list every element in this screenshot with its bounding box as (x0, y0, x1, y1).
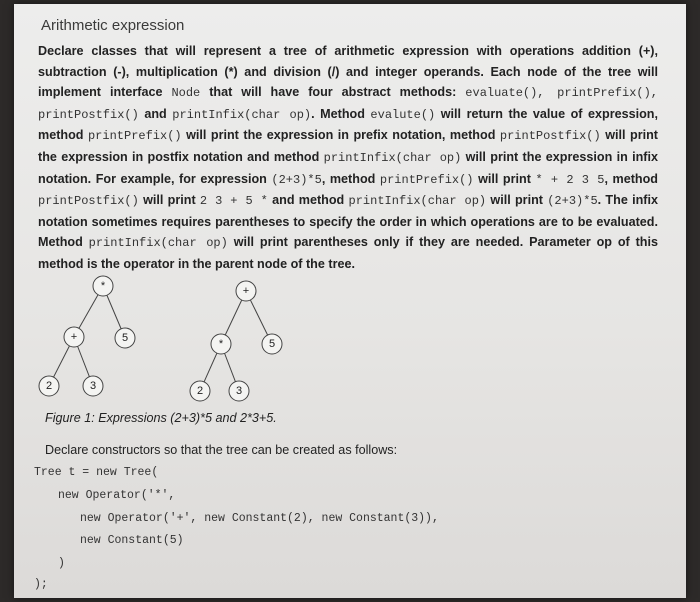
text-run: will print (138, 193, 200, 208)
text-run: will print (473, 171, 536, 186)
code-snippet: (2+3)*5 (271, 172, 322, 187)
text-run: will print the expression in postfix notation and method (38, 128, 658, 164)
text-run: will return the value of expression, method (38, 106, 659, 143)
code-line: new Operator('+', new Constant(2), new Constant(3)), (80, 512, 439, 525)
code-snippet: printPrefix() (87, 129, 182, 144)
text-run: , method (604, 171, 658, 186)
text-run: Declare classes that will represent a tree of arithmetic expression with operations addition (+), subtraction (-), multiplication (*) and division (/) and integer operands. Each node of the tree will implement interface (38, 44, 658, 100)
code-line: ) (58, 557, 65, 570)
expression-tree-figure (14, 4, 686, 414)
text-run: will print parentheses only if they are needed. Parameter op of this method is the operator in the parent node of the tree. (38, 235, 658, 271)
code-line: ); (34, 578, 48, 591)
code-snippet: evaluate(), printPrefix(), printPostfix() (38, 86, 659, 122)
code-snippet: printInfix(char op) (88, 236, 228, 251)
code-snippet: Node (171, 86, 201, 101)
code-line: new Constant(5) (80, 534, 184, 547)
figure-caption: Figure 1: Expressions (2+3)*5 and 2*3+5. (45, 411, 277, 425)
text-run: and (138, 106, 173, 121)
tree1-leaf-left: 2 (45, 380, 53, 392)
text-run: will print the expression in infix notation. For example, for expression (38, 149, 658, 186)
code-snippet: printPrefix() (379, 172, 474, 187)
code-snippet: * + 2 3 5 (535, 172, 605, 187)
code-snippet: (2+3)*5 (547, 194, 598, 209)
code-snippet: printInfix(char op) (348, 194, 487, 209)
tree1-leaf-right: 3 (89, 380, 97, 392)
tree1-right-node: 5 (121, 332, 129, 344)
text-run: will print the expression in prefix notation, method (181, 128, 500, 143)
code-snippet: printPostfix() (38, 194, 139, 209)
code-snippet: 2 3 + 5 * (199, 194, 268, 209)
tree2-leaf-right: 3 (235, 385, 243, 397)
section-heading: Arithmetic expression (41, 17, 185, 34)
code-line: new Operator('*', (58, 489, 176, 502)
constructors-intro: Declare constructors so that the tree can be created as follows: (45, 443, 398, 457)
document-page (14, 4, 686, 598)
code-snippet: printInfix(char op) (323, 150, 462, 165)
code-snippet: printInfix(char op) (172, 107, 312, 122)
code-snippet: printPostfix() (499, 129, 601, 144)
code-line: Tree t = new Tree( (34, 466, 159, 479)
tree2-left-node: * (218, 338, 224, 350)
text-run: that will have four abstract methods: (200, 85, 466, 100)
tree2-root-node: + (242, 285, 250, 297)
text-run: . The infix notation sometimes requires parentheses to specify the order in which operations are to be evaluated. Method (38, 193, 658, 250)
text-run: will print (486, 193, 548, 208)
tree2-right-node: 5 (268, 338, 276, 350)
text-run: . Method (311, 106, 371, 121)
tree1-left-node: + (70, 331, 78, 343)
text-run: , method (321, 171, 380, 186)
code-snippet: evalute() (370, 107, 436, 122)
tree2-leaf-left: 2 (196, 385, 204, 397)
tree1-root-node: * (100, 280, 106, 292)
text-run: and method (267, 193, 349, 208)
